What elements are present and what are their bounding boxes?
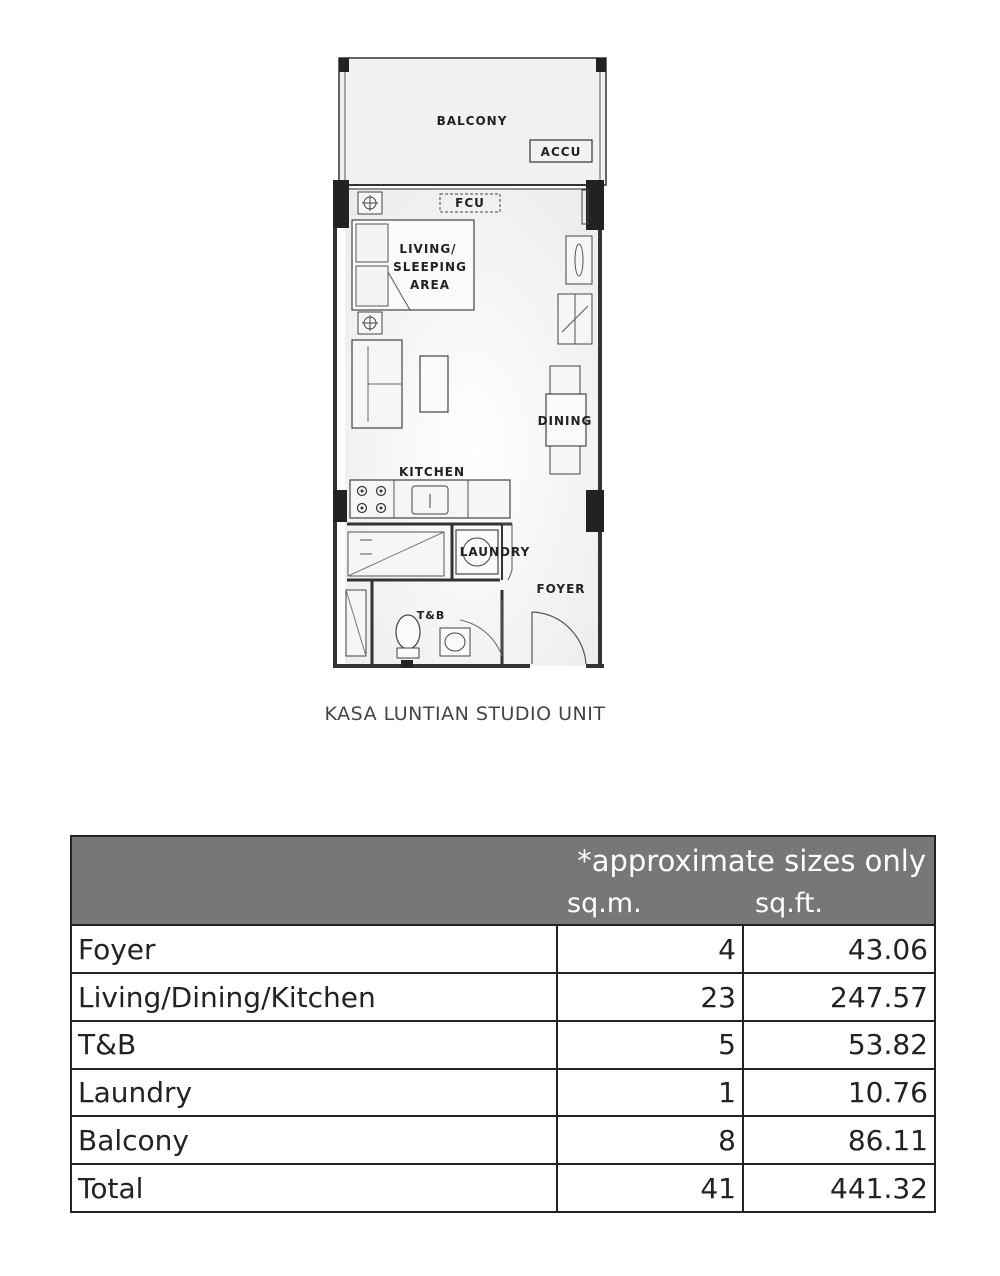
- label-tb: T&B: [416, 609, 446, 622]
- wardrobe: [558, 294, 592, 344]
- label-kitchen: KITCHEN: [398, 465, 466, 479]
- row-sqft: 53.82: [743, 1021, 935, 1069]
- header-blank: [71, 836, 557, 925]
- label-laundry: LAUNDRY: [459, 545, 531, 559]
- row-name: Total: [71, 1164, 557, 1212]
- unit-sqm: sq.m.: [567, 887, 642, 919]
- row-sqm: 4: [557, 925, 743, 973]
- row-name: Living/Dining/Kitchen: [71, 973, 557, 1021]
- row-sqft: 441.32: [743, 1164, 935, 1212]
- label-foyer: FOYER: [536, 582, 586, 596]
- table-row: [71, 973, 935, 1021]
- label-living-2: SLEEPING: [393, 260, 467, 274]
- shower: [348, 532, 444, 576]
- row-name: Laundry: [71, 1069, 557, 1117]
- tv-console: [566, 236, 592, 284]
- row-sqft: 43.06: [743, 925, 935, 973]
- label-accu: ACCU: [540, 145, 582, 159]
- label-living-3: AREA: [409, 278, 451, 292]
- approx-note: *approximate sizes only: [577, 843, 926, 878]
- table-row: [71, 1116, 935, 1164]
- table-row: [71, 925, 935, 973]
- table-row: [71, 1021, 935, 1069]
- label-fcu: FCU: [455, 196, 485, 210]
- area-table: [70, 835, 936, 1213]
- row-sqft: 86.11: [743, 1116, 935, 1164]
- lamp-icon: [358, 312, 382, 334]
- table-row: [71, 1069, 935, 1117]
- row-sqm: 1: [557, 1069, 743, 1117]
- unit-sqft: sq.ft.: [755, 887, 823, 919]
- label-balcony: BALCONY: [436, 114, 508, 128]
- row-sqft: 247.57: [743, 973, 935, 1021]
- row-name: Balcony: [71, 1116, 557, 1164]
- row-sqm: 5: [557, 1021, 743, 1069]
- header-note-cell: [557, 836, 935, 925]
- row-name: Foyer: [71, 925, 557, 973]
- label-living-1: LIVING/: [399, 242, 457, 256]
- balcony-corner-right: [596, 58, 606, 72]
- coffee-table: [420, 356, 448, 412]
- table-header-row: [71, 836, 935, 925]
- row-sqm: 23: [557, 973, 743, 1021]
- lamp-icon: [358, 192, 382, 214]
- sofa: [352, 340, 402, 428]
- floor-plan-caption: KASA LUNTIAN STUDIO UNIT: [324, 703, 606, 725]
- washbasin-icon: [440, 628, 470, 656]
- label-dining: DINING: [537, 414, 593, 428]
- row-name: T&B: [71, 1021, 557, 1069]
- table-row-total: [71, 1164, 935, 1212]
- row-sqm: 8: [557, 1116, 743, 1164]
- row-sqft: 10.76: [743, 1069, 935, 1117]
- row-sqm: 41: [557, 1164, 743, 1212]
- balcony-corner-left: [339, 58, 349, 72]
